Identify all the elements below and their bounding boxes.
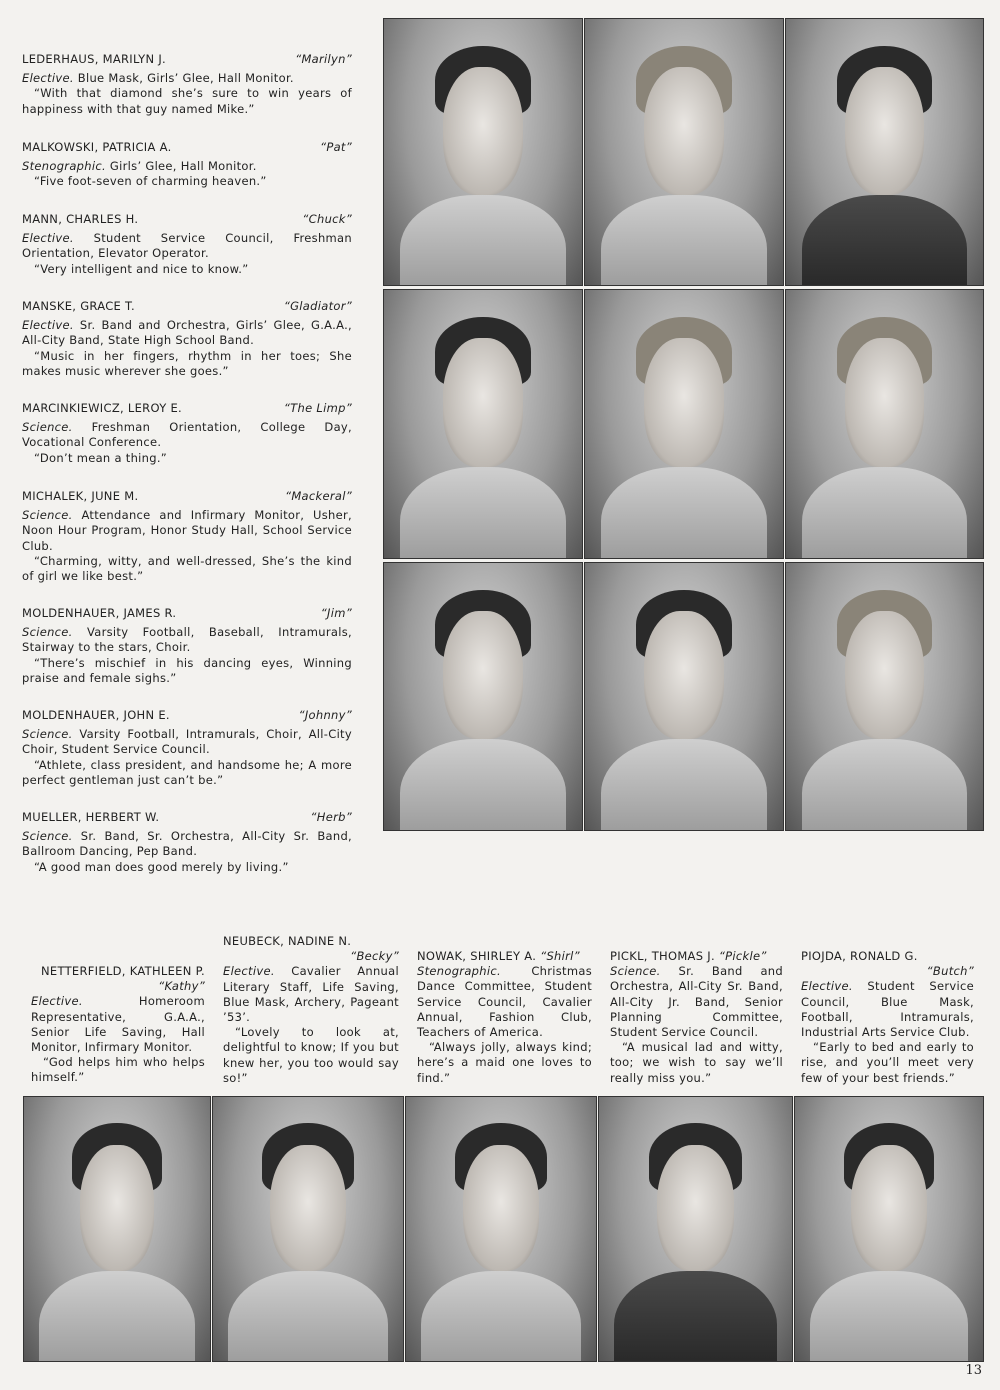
entry-pickl [610, 949, 783, 1086]
entry-netterfield [31, 964, 205, 1086]
portrait-photo-moldenhauer-john [584, 562, 784, 831]
activities: Freshman Orientation, College Day, Vocational Conference. [22, 420, 352, 450]
portrait-photo-netterfield [23, 1096, 211, 1362]
student-name: MICHALEK, JUNE M. [22, 489, 139, 503]
course: Elective. [801, 979, 853, 994]
quote: “Lovely to look at, delightful to know; If you but knew her, you too would say so!” [223, 1025, 399, 1085]
nickname: “The Limp” [283, 401, 352, 415]
activities: Sr. Band, Sr. Orchestra, All-City Sr. Band, Ballroom Dancing, Pep Band. [22, 829, 352, 859]
nickname: “Herb” [310, 810, 352, 824]
student-name: MANSKE, GRACE T. [22, 299, 135, 313]
student-name: NEUBECK, NADINE N. [223, 934, 352, 948]
student-name: PIOJDA, RONALD G. [801, 949, 918, 963]
quote: “There’s mischief in his dancing eyes, Winning praise and female sighs.” [22, 655, 352, 685]
student-name: LEDERHAUS, MARILYN J. [22, 52, 167, 66]
portrait-photo-pickl [598, 1096, 793, 1362]
activities: Cavalier Annual Literary Staff, Life Saving, Blue Mask, Archery, Pageant ’53’. [223, 964, 399, 1025]
portrait-photo-piojda [794, 1096, 984, 1362]
nickname: “Gladiator” [283, 299, 352, 313]
activities: Christmas Dance Committee, Student Service Council, Cavalier Annual, Fashion Club, Teachers of America. [417, 964, 592, 1040]
quote: “Athlete, class president, and handsome he; A more perfect gentleman just can’t be.” [22, 757, 352, 787]
entry-michalek [22, 489, 352, 584]
entry-manske [22, 299, 352, 379]
quote: “A musical lad and witty, too; we wish to say we’ll really miss you.” [610, 1040, 783, 1085]
entry-malkowski [22, 140, 352, 190]
course: Science. [22, 625, 73, 640]
course: Stenographic. [417, 964, 501, 979]
course: Elective. [31, 994, 83, 1009]
nickname: “Shirl” [540, 949, 580, 963]
student-name: NOWAK, SHIRLEY A. [417, 949, 537, 963]
portrait-photo-mann [785, 18, 984, 286]
activities: Sr. Band and Orchestra, All-City Sr. Band, All-City Jr. Band, Senior Planning Committee, Student Service Council. [610, 964, 783, 1040]
course: Science. [22, 727, 73, 742]
activities: Homeroom Representative, G.A.A., Senior Life Saving, Hall Monitor, Infirmary Monitor. [31, 994, 205, 1055]
course: Elective. [22, 71, 74, 86]
quote: “God helps him who helps himself.” [31, 1055, 205, 1085]
activities: Student Service Council, Blue Mask, Football, Intramurals, Industrial Arts Service Club. [801, 979, 974, 1040]
student-name: PICKL, THOMAS J. [610, 949, 715, 963]
activities: Attendance and Infirmary Monitor, Usher, Noon Hour Program, Honor Study Hall, School Service Club. [22, 508, 352, 553]
entry-marcinkiewicz [22, 401, 352, 466]
nickname: “Becky” [350, 949, 399, 964]
portrait-photo-michalek [785, 289, 984, 559]
student-name: MANN, CHARLES H. [22, 212, 139, 226]
nickname: “Jim” [320, 606, 352, 620]
portrait-photo-lederhaus [383, 18, 583, 286]
student-name: MALKOWSKI, PATRICIA A. [22, 140, 172, 154]
course: Elective. [223, 964, 275, 979]
nickname: “Kathy” [158, 979, 205, 994]
nickname: “Marilyn” [295, 52, 352, 66]
entry-nowak [417, 949, 592, 1086]
quote: “Don’t mean a thing.” [34, 450, 168, 465]
entry-neubeck [223, 934, 399, 1086]
quote: “Five foot-seven of charming heaven.” [34, 174, 267, 189]
portrait-photo-manske [383, 289, 583, 559]
nickname: “Pat” [320, 140, 352, 154]
student-name: MARCINKIEWICZ, LEROY E. [22, 401, 182, 415]
course: Elective. [22, 318, 74, 333]
portrait-photo-marcinkiewicz [584, 289, 784, 559]
course: Science. [610, 964, 661, 979]
course: Elective. [22, 231, 74, 246]
portrait-photo-neubeck [212, 1096, 404, 1362]
quote: “Charming, witty, and well-dressed, She’s the kind of girl we like best.” [22, 553, 352, 584]
course: Science. [22, 508, 73, 523]
entry-mann [22, 212, 352, 277]
quote: “With that diamond she’s sure to win years of happiness with that guy named Mike.” [22, 86, 352, 116]
portrait-photo-mueller [785, 562, 984, 831]
student-name: MUELLER, HERBERT W. [22, 810, 160, 824]
student-name: MOLDENHAUER, JOHN E. [22, 708, 170, 722]
quote: “Early to bed and early to rise, and you’ll meet very few of your best friends.” [801, 1040, 974, 1085]
activities: Varsity Football, Intramurals, Choir, All-City Choir, Student Service Council. [22, 727, 352, 757]
portrait-photo-moldenhauer-james [383, 562, 583, 831]
portrait-photo-nowak [405, 1096, 597, 1362]
nickname: “Mackeral” [285, 489, 352, 503]
quote: “Music in her fingers, rhythm in her toes; She makes music wherever she goes.” [22, 348, 352, 378]
entry-lederhaus [22, 52, 352, 117]
entry-piojda [801, 949, 974, 1086]
activities: Varsity Football, Baseball, Intramurals, Stairway to the stars, Choir. [22, 625, 352, 655]
entry-mueller [22, 810, 352, 875]
course: Science. [22, 829, 73, 844]
portrait-photo-malkowski [584, 18, 784, 286]
activities: Girls’ Glee, Hall Monitor. [109, 159, 257, 174]
page-number: 13 [965, 1363, 982, 1378]
nickname: “Pickle” [718, 949, 767, 963]
quote: “Always jolly, always kind; here’s a maid one loves to find.” [417, 1040, 592, 1085]
student-name: NETTERFIELD, KATHLEEN P. [41, 964, 205, 978]
activities: Sr. Band and Orchestra, Girls’ Glee, G.A.A., All-City Band, State High School Band. [22, 318, 352, 348]
entry-moldenhauer-john [22, 708, 352, 788]
course: Stenographic. [22, 159, 106, 174]
activities: Blue Mask, Girls’ Glee, Hall Monitor. [77, 71, 294, 86]
entry-moldenhauer-james [22, 606, 352, 686]
student-name: MOLDENHAUER, JAMES R. [22, 606, 177, 620]
activities: Student Service Council, Freshman Orientation, Elevator Operator. [22, 231, 352, 261]
quote: “Very intelligent and nice to know.” [34, 261, 249, 276]
quote: “A good man does good merely by living.” [34, 859, 289, 874]
nickname: “Butch” [926, 964, 974, 979]
nickname: “Johnny” [298, 708, 352, 722]
nickname: “Chuck” [302, 212, 352, 226]
course: Science. [22, 420, 73, 435]
